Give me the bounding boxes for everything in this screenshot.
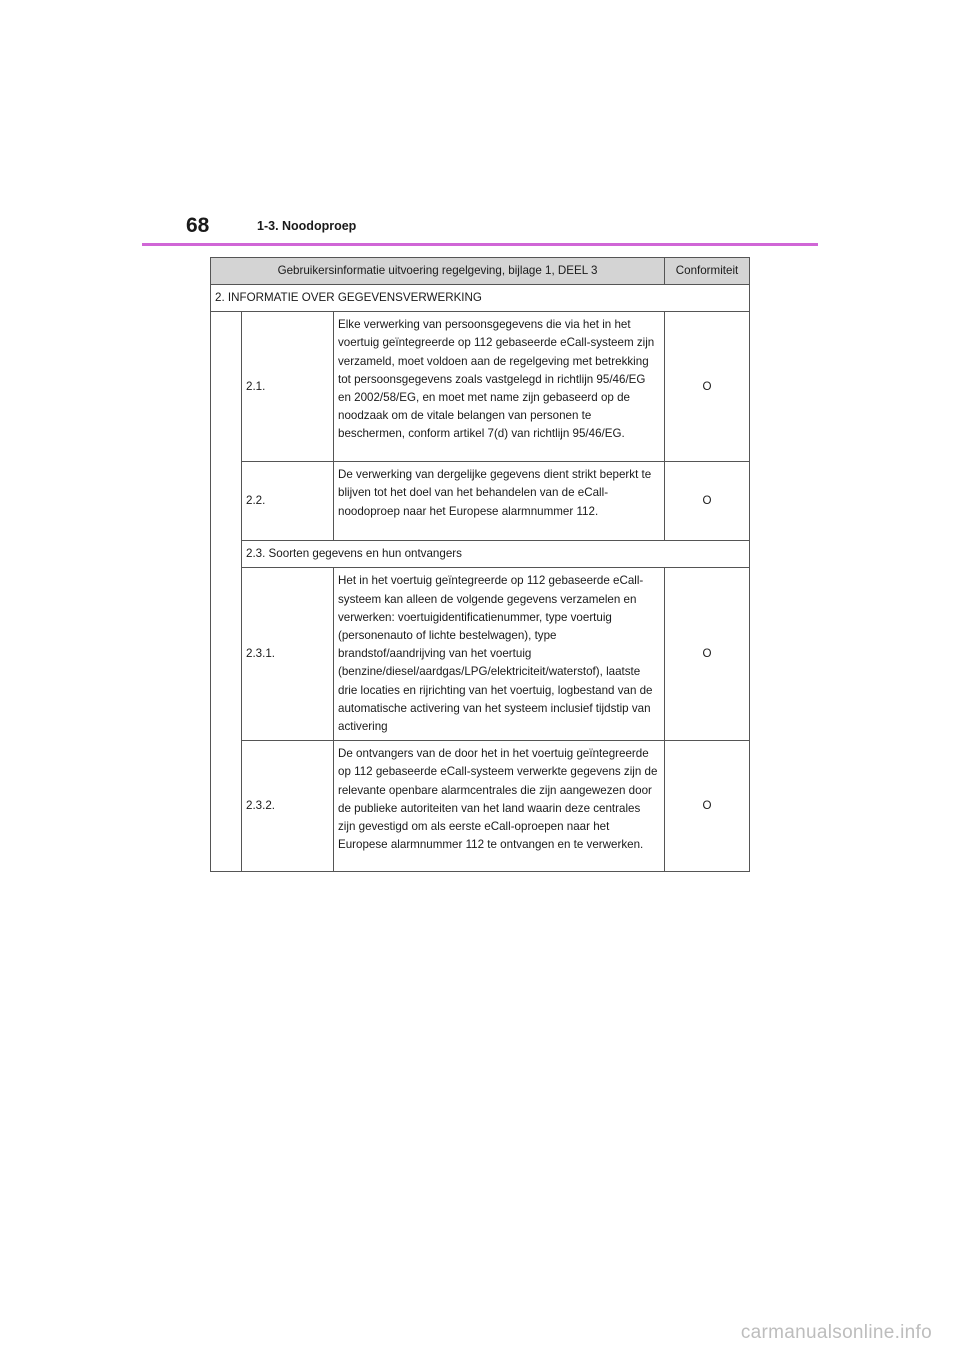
row-conformity: O bbox=[665, 741, 750, 872]
row-number: 2.3.1. bbox=[242, 568, 334, 741]
section-title: 1-3. Noodoproep bbox=[257, 219, 357, 233]
row-text: De verwerking van dergelijke gegevens dient strikt beperkt te blijven tot het doel van het behandelen van de eCall-noodoproep naar het Europese alarmnummer 112. bbox=[334, 462, 665, 541]
indent-cell bbox=[211, 312, 242, 872]
section-heading: 2. INFORMATIE OVER GEGEVENSVERWERKING bbox=[211, 285, 750, 312]
row-text: De ontvangers van de door het in het voertuig geïntegreerde op 112 gebaseerde eCall-systeem verwerkte gegevens zijn de relevante openbare alarmcentrales die zijn aangewezen door de publieke autoriteiten van het land waarin deze centrales zijn gevestigd om als eerste eCall-oproepen naar het Europese alarmnummer 112 te ontvangen en te verwerken. bbox=[334, 741, 665, 872]
regulation-table bbox=[210, 257, 750, 872]
table-row bbox=[211, 568, 750, 741]
table-row bbox=[211, 741, 750, 872]
row-text: Het in het voertuig geïntegreerde op 112 gebaseerde eCall-systeem kan alleen de volgende gegevens verzamelen en verwerken: voertuigidentificatienummer, type voertuig (personenauto of lichte bestelwagen), type brandstof/aandrijving van het voertuig (benzine/diesel/aardgas/LPG/elektriciteit/waterstof), laatste drie locaties en rijrichting van het voertuig, logbestand van de automatische activering van het systeem inclusief tijdstip van activering bbox=[334, 568, 665, 741]
subsection-heading-row bbox=[211, 541, 750, 568]
column-header-conformity: Conformiteit bbox=[665, 258, 750, 285]
row-conformity: O bbox=[665, 312, 750, 462]
subsection-heading: 2.3. Soorten gegevens en hun ontvangers bbox=[242, 541, 750, 568]
row-number: 2.2. bbox=[242, 462, 334, 541]
header-rule bbox=[142, 243, 818, 246]
row-number: 2.3.2. bbox=[242, 741, 334, 872]
page-number: 68 bbox=[186, 214, 210, 237]
watermark: carmanualsonline.info bbox=[740, 1322, 932, 1343]
table-row bbox=[211, 462, 750, 541]
row-number: 2.1. bbox=[242, 312, 334, 462]
row-text: Elke verwerking van persoonsgegevens die via het in het voertuig geïntegreerde op 112 gebaseerde eCall-systeem zijn verzameld, moet voldoen aan de regelgeving met betrekking tot persoonsgegevens zoals vastgelegd in richtlijn 95/46/EG en 2002/58/EG, en moet met name zijn gebaseerd op de noodzaak om de vitale belangen van personen te beschermen, conform artikel 7(d) van richtlijn 95/46/EG. bbox=[334, 312, 665, 462]
column-header-info: Gebruikersinformatie uitvoering regelgeving, bijlage 1, DEEL 3 bbox=[211, 258, 665, 285]
table-row bbox=[211, 312, 750, 462]
row-conformity: O bbox=[665, 462, 750, 541]
row-conformity: O bbox=[665, 568, 750, 741]
table-header-row bbox=[211, 258, 750, 285]
section-heading-row bbox=[211, 285, 750, 312]
